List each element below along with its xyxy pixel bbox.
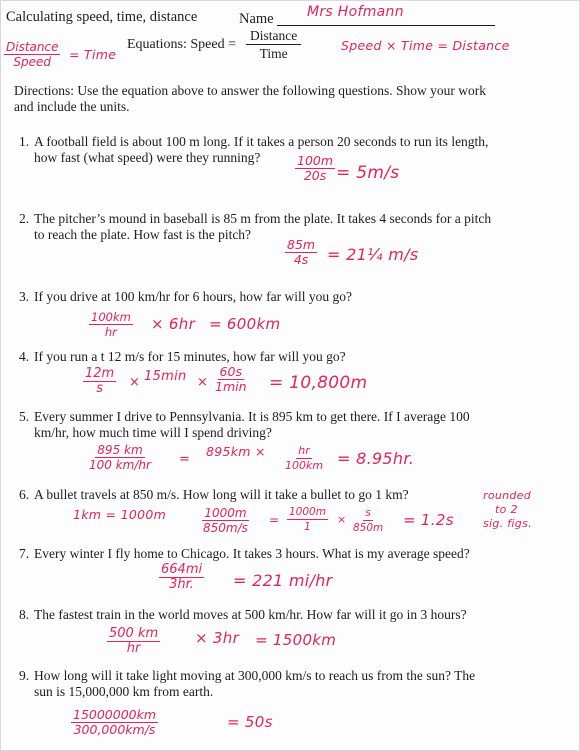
answer-result: = 50s xyxy=(227,713,273,731)
equation-denominator: Time xyxy=(259,46,288,61)
fraction-denominator: 100km xyxy=(285,459,324,472)
question-text: The pitcher’s mound in baseball is 85 m from the plate. It takes 4 seconds for a pitch xyxy=(34,211,492,226)
answer-fraction xyxy=(213,365,249,394)
equation-fraction xyxy=(246,27,301,62)
question-number: 5. xyxy=(19,409,30,424)
fraction-denominator: 1min xyxy=(215,379,247,394)
fraction-numerator: 895 km xyxy=(97,443,143,457)
answer-fraction xyxy=(283,444,325,473)
fraction-denominator: 1 xyxy=(304,521,311,533)
answer-result: = 10,800m xyxy=(269,373,368,393)
equations-label: Equations: Speed = xyxy=(127,37,236,52)
answer-term: 15min xyxy=(144,369,187,384)
question-text: Every summer I drive to Pennsylvania. It is 895 km to get there. If I average 100 xyxy=(34,409,470,424)
fraction-denominator: 20s xyxy=(303,168,327,183)
question-number: 2. xyxy=(19,211,30,226)
question-text: sun is 15,000,000 km from earth. xyxy=(34,684,214,699)
question-number: 7. xyxy=(19,546,30,561)
answer-result: = 8.95hr. xyxy=(337,449,415,468)
fraction-numerator: 12m xyxy=(85,366,115,381)
question-number: 6. xyxy=(19,487,30,502)
answer-fraction xyxy=(351,506,385,535)
answer-fraction xyxy=(71,708,158,737)
question-text: how fast (what speed) were they running? xyxy=(34,150,261,165)
answer-operator: × xyxy=(197,375,209,390)
answer-operator: × xyxy=(337,513,347,526)
answer-result: = 1.2s xyxy=(403,511,454,529)
margin-note-fraction xyxy=(4,40,60,69)
fraction-numerator: 100km xyxy=(91,310,131,324)
fraction-numerator: 15000000km xyxy=(73,707,157,722)
question-number: 1. xyxy=(19,134,30,149)
fraction-numerator: 500 km xyxy=(109,626,159,641)
answer-fraction xyxy=(107,627,160,656)
answer-fraction xyxy=(83,367,116,396)
fraction-denominator: hr xyxy=(126,641,141,656)
answer-fraction xyxy=(201,506,250,535)
fraction-numerator: s xyxy=(365,507,371,519)
question-text: If you drive at 100 km/hr for 6 hours, how far will you go? xyxy=(34,289,352,304)
worksheet-title: Calculating speed, time, distance xyxy=(6,9,198,25)
answer-result: = 1500km xyxy=(255,631,337,649)
answer-multiplier: × 3hr xyxy=(195,629,240,647)
answer-note: sig. figs. xyxy=(483,517,532,530)
directions-line-2: and include the units. xyxy=(14,99,130,114)
name-label: Name xyxy=(239,11,274,27)
answer-fraction xyxy=(87,443,153,472)
fraction-denominator: 100 km/hr xyxy=(89,458,151,472)
question-text: Every winter I fly home to Chicago. It takes 3 hours. What is my average speed? xyxy=(34,546,470,561)
fraction-denominator: 4s xyxy=(293,252,309,267)
fraction-numerator: 1000m xyxy=(204,506,247,520)
answer-result: = 600km xyxy=(209,315,281,333)
name-underline xyxy=(277,25,495,26)
question-text: If you run a t 12 m/s for 15 minutes, how far will you go? xyxy=(34,349,346,364)
answer-operator: = xyxy=(269,513,280,527)
fraction-numerator: hr xyxy=(298,444,310,457)
margin-note-rhs: = Time xyxy=(69,47,117,62)
question-text: A bullet travels at 850 m/s. How long will it take a bullet to go 1 km? xyxy=(34,487,409,502)
fraction-denominator: 850m/s xyxy=(203,521,248,535)
fraction-numerator: 60s xyxy=(219,364,242,379)
fraction-numerator: 85m xyxy=(287,237,316,252)
right-note: Speed × Time = Distance xyxy=(341,38,510,53)
answer-fraction xyxy=(89,310,133,339)
fraction-numerator: 664mi xyxy=(161,562,203,577)
answer-operator: × xyxy=(129,375,141,390)
answer-result: = 221 mi/hr xyxy=(233,571,333,590)
answer-note: to 2 xyxy=(495,503,518,516)
fraction-denominator: hr xyxy=(104,325,117,339)
student-name: Mrs Hofmann xyxy=(307,4,404,20)
answer-multiplier: × 6hr xyxy=(151,315,196,333)
answer-operator: = xyxy=(179,452,191,467)
question-text: A football field is about 100 m long. If it takes a person 20 seconds to run its length, xyxy=(34,134,489,149)
answer-fraction xyxy=(287,505,328,534)
fraction-denominator: 850m xyxy=(353,522,384,534)
answer-fraction xyxy=(159,563,204,592)
answer-conversion: 1km = 1000m xyxy=(73,507,167,522)
fraction-numerator: 100m xyxy=(297,153,334,168)
answer-fraction xyxy=(285,238,317,267)
answer-note: rounded xyxy=(483,489,532,502)
question-text: How long will it take light moving at 300,000 km/s to reach us from the sun? The xyxy=(34,668,476,683)
fraction-denominator: 300,000km/s xyxy=(73,722,156,737)
question-number: 4. xyxy=(19,349,30,364)
question-number: 3. xyxy=(19,289,30,304)
equation-numerator: Distance xyxy=(246,27,301,45)
margin-note-denominator: Speed xyxy=(13,55,52,69)
fraction-denominator: s xyxy=(96,381,103,396)
question-text: to reach the plate. How fast is the pitch? xyxy=(34,227,252,242)
fraction-denominator: 3hr. xyxy=(169,577,194,592)
margin-note-numerator: Distance xyxy=(6,40,59,54)
question-number: 8. xyxy=(19,607,30,622)
fraction-numerator: 1000m xyxy=(289,506,326,518)
question-text: km/hr, how much time will I spend driving? xyxy=(34,425,272,440)
directions-line-1: Directions: Use the equation above to answer the following questions. Show your work xyxy=(14,83,487,98)
question-number: 9. xyxy=(19,668,30,683)
answer-term: 895km × xyxy=(206,444,266,459)
question-text: The fastest train in the world moves at 500 km/hr. How far will it go in 3 hours? xyxy=(34,607,467,622)
answer-fraction xyxy=(295,154,335,183)
answer-result: = 21¼ m/s xyxy=(327,245,419,264)
answer-result: = 5m/s xyxy=(336,163,400,183)
